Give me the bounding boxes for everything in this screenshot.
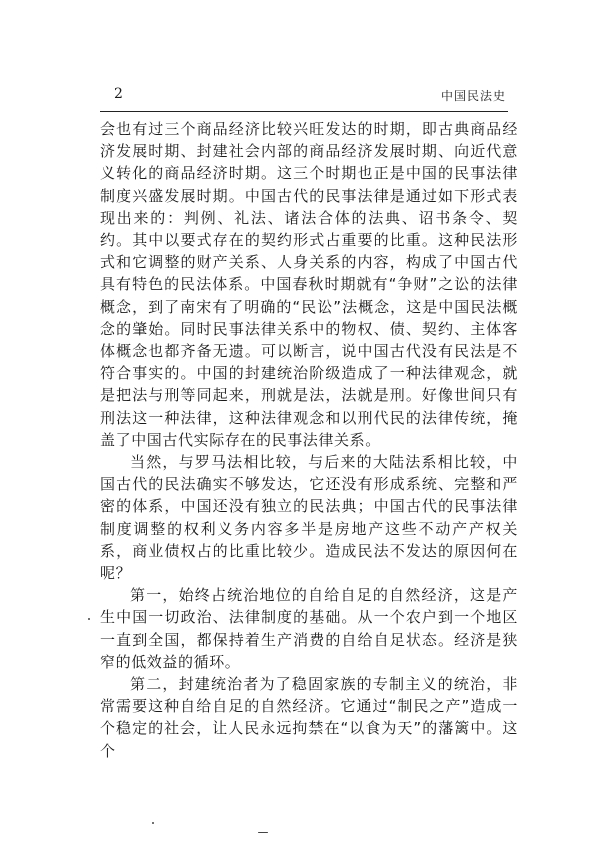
body-text bbox=[100, 118, 518, 762]
paragraph-continued: 会也有过三个商品经济比较兴旺发达的时期，即古典商品经济发展时期、封建社会内部的商品经济发展时期、向近代意义转化的商品经济时期。这三个时期也正是中国的民事法律制度兴盛发展时期。中国古代的民事法律是通过如下形式表现出来的：判例、礼法、诸法合体的法典、诏书条令、契约。其中以要式存在的契约形式占重要的比重。这种民法形式和它调整的财产关系、人身关系的内容，构成了中国古代具有特色的民法体系。中国春秋时期就有“争财”之讼的法律概念，到了南宋有了明确的“民讼”法概念，这是中国民法概念的肇始。同时民事法律关系中的物权、债、契约、主体客体概念也都齐备无遗。可以断言，说中国古代没有民法是不符合事实的。中国的封建统治阶级造成了一种法律观念，就是把法与刑等同起来，刑就是法，法就是刑。好像世间只有刑法这一种法律，这种法律观念和以刑代民的法律传统，掩盖了中国古代实际存在的民事法律关系。 bbox=[100, 120, 518, 449]
scan-speck bbox=[88, 618, 90, 620]
running-title: 中国民法史 bbox=[440, 89, 506, 103]
paragraph: 当然，与罗马法相比较，与后来的大陆法系相比较，中国古代的民法确实不够发达，它还没有形成系统、完整和严密的体系，中国还没有独立的民法典；中国古代的民事法律制度调整的权利义务内容多半是房地产这些不动产产权关系，商业债权占的比重比较少。造成民法不发达的原因何在呢？ bbox=[100, 453, 518, 583]
scan-speck bbox=[152, 822, 154, 824]
paragraph: 第一，始终占统治地位的自给自足的自然经济，这是产生中国一切政治、法律制度的基础。从一个农户到一个地区一直到全国，都保持着生产消费的自给自足状态。经济是狭窄的低效益的循环。 bbox=[100, 586, 518, 671]
page-number: 2 bbox=[114, 86, 123, 102]
page-header bbox=[100, 84, 508, 108]
header-rule bbox=[100, 111, 508, 112]
paragraph: 第二，封建统治者为了稳固家族的专制主义的统治，非常需要这种自给自足的自然经济。它通过“制民之产”造成一个稳定的社会，让人民永远拘禁在“以食为天”的藩篱中。这个 bbox=[100, 675, 518, 760]
scan-speck bbox=[258, 832, 268, 833]
